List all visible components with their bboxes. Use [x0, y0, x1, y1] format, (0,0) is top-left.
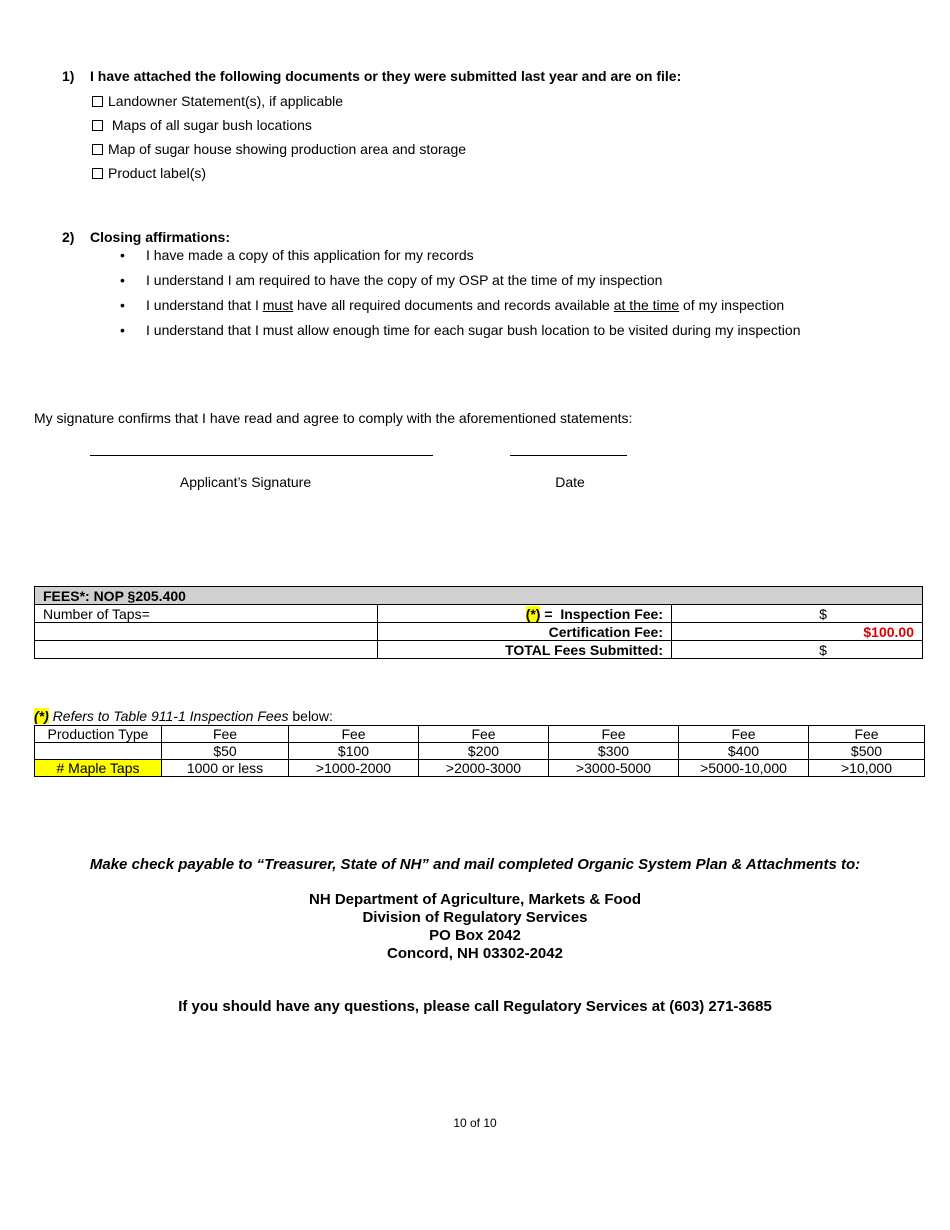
certification-fee-value: $100.00: [672, 623, 923, 641]
asterisk-note: (*): [34, 708, 49, 724]
checkbox-item-sugar-house[interactable]: [92, 141, 466, 157]
checkbox-label: Landowner Statement(s), if applicable: [108, 93, 344, 109]
address-line: Concord, NH 03302-2042: [387, 945, 563, 962]
page-number: 10 of 10: [453, 1116, 497, 1130]
bullet-icon: •: [120, 247, 125, 263]
fee-header: Fee: [289, 726, 419, 743]
fee-header: Fee: [162, 726, 289, 743]
checkbox-item-maps[interactable]: [92, 117, 312, 133]
checkbox-label: Map of sugar house showing production area and storage: [108, 141, 467, 157]
fees-header-row: [35, 587, 923, 605]
fee-cell: $300: [549, 743, 679, 760]
bullet-icon: •: [120, 322, 125, 338]
questions-contact: If you should have any questions, please call Regulatory Services at (603) 271-3685: [178, 998, 772, 1015]
section-1-number: 1): [62, 68, 75, 84]
fees-row-certification: [35, 623, 923, 641]
total-fees-label: TOTAL Fees Submitted:: [378, 641, 672, 659]
applicant-signature-label: Applicant’s Signature: [179, 474, 312, 490]
affirmation-text: I have made a copy of this application for my records: [146, 247, 474, 263]
checkbox-item-product-labels[interactable]: [92, 165, 206, 181]
inspection-fee-label: (*) = Inspection Fee:: [378, 605, 672, 623]
table-row: [35, 743, 925, 760]
underlined-phrase: at the time: [613, 297, 680, 313]
taps-cell: >1000-2000: [289, 760, 419, 777]
table-row: [35, 726, 925, 743]
checkbox[interactable]: [92, 96, 103, 107]
affirmation-text: I understand that I must have all required documents and records available at the time of my inspection: [146, 297, 785, 313]
taps-cell: >2000-3000: [419, 760, 549, 777]
taps-cell: 1000 or less: [162, 760, 289, 777]
certification-fee-label: Certification Fee:: [378, 623, 672, 641]
fees-row-inspection: [35, 605, 923, 623]
fee-cell: $200: [419, 743, 549, 760]
bullet-icon: •: [120, 272, 125, 288]
inspection-fee-value[interactable]: $: [672, 605, 923, 623]
maple-taps-label: # Maple Taps: [35, 760, 162, 777]
checkbox[interactable]: [92, 120, 103, 131]
empty-cell: [35, 641, 378, 659]
address-line: NH Department of Agriculture, Markets & Food: [309, 891, 641, 908]
fee-cell: $100: [289, 743, 419, 760]
signature-statement: My signature confirms that I have read and agree to comply with the aforementioned statements:: [34, 410, 633, 426]
fee-header: Fee: [549, 726, 679, 743]
checkbox-label: Maps of all sugar bush locations: [108, 117, 312, 133]
fee-cell: $50: [162, 743, 289, 760]
underlined-word: must: [262, 297, 294, 313]
empty-cell: [35, 623, 378, 641]
address-line: Division of Regulatory Services: [362, 909, 588, 926]
checkbox[interactable]: [92, 144, 103, 155]
taps-cell: >5000-10,000: [679, 760, 809, 777]
asterisk-note: (*): [525, 605, 541, 622]
address-line: PO Box 2042: [429, 927, 521, 944]
checkbox-item-landowner[interactable]: [92, 93, 343, 109]
fees-header: FEES*: NOP §205.400: [35, 587, 923, 605]
checkbox[interactable]: [92, 168, 103, 179]
affirmation-text: I understand I am required to have the copy of my OSP at the time of my inspection: [146, 272, 663, 288]
fees-table: [34, 586, 923, 659]
section-1-title: I have attached the following documents or they were submitted last year and are on file:: [90, 68, 682, 84]
taps-cell: >10,000: [809, 760, 925, 777]
checkbox-label: Product label(s): [108, 165, 207, 181]
mailing-address: [0, 891, 950, 963]
table-row: [35, 760, 925, 777]
date-line[interactable]: [510, 455, 627, 456]
inspection-fees-note: (*) Refers to Table 911-1 Inspection Fees below:: [34, 708, 333, 724]
inspection-fees-table: [34, 725, 925, 777]
fees-row-total: [35, 641, 923, 659]
production-type-header: Production Type: [35, 726, 162, 743]
empty-cell: [35, 743, 162, 760]
number-of-taps-field[interactable]: Number of Taps=: [35, 605, 378, 623]
payment-instruction: Make check payable to “Treasurer, State of NH” and mail completed Organic System Plan & Attachments to:: [89, 856, 861, 873]
total-fees-value[interactable]: $: [672, 641, 923, 659]
section-2-number: 2): [62, 229, 75, 245]
fee-header: Fee: [809, 726, 925, 743]
bullet-icon: •: [120, 297, 125, 313]
fee-header: Fee: [679, 726, 809, 743]
applicant-signature-line[interactable]: [90, 455, 433, 456]
section-2-title: Closing affirmations:: [90, 229, 231, 245]
taps-cell: >3000-5000: [549, 760, 679, 777]
fee-cell: $400: [679, 743, 809, 760]
affirmation-text: I understand that I must allow enough time for each sugar bush location to be visited during my inspection: [146, 322, 801, 338]
date-label: Date: [555, 474, 585, 490]
fee-header: Fee: [419, 726, 549, 743]
fee-cell: $500: [809, 743, 925, 760]
